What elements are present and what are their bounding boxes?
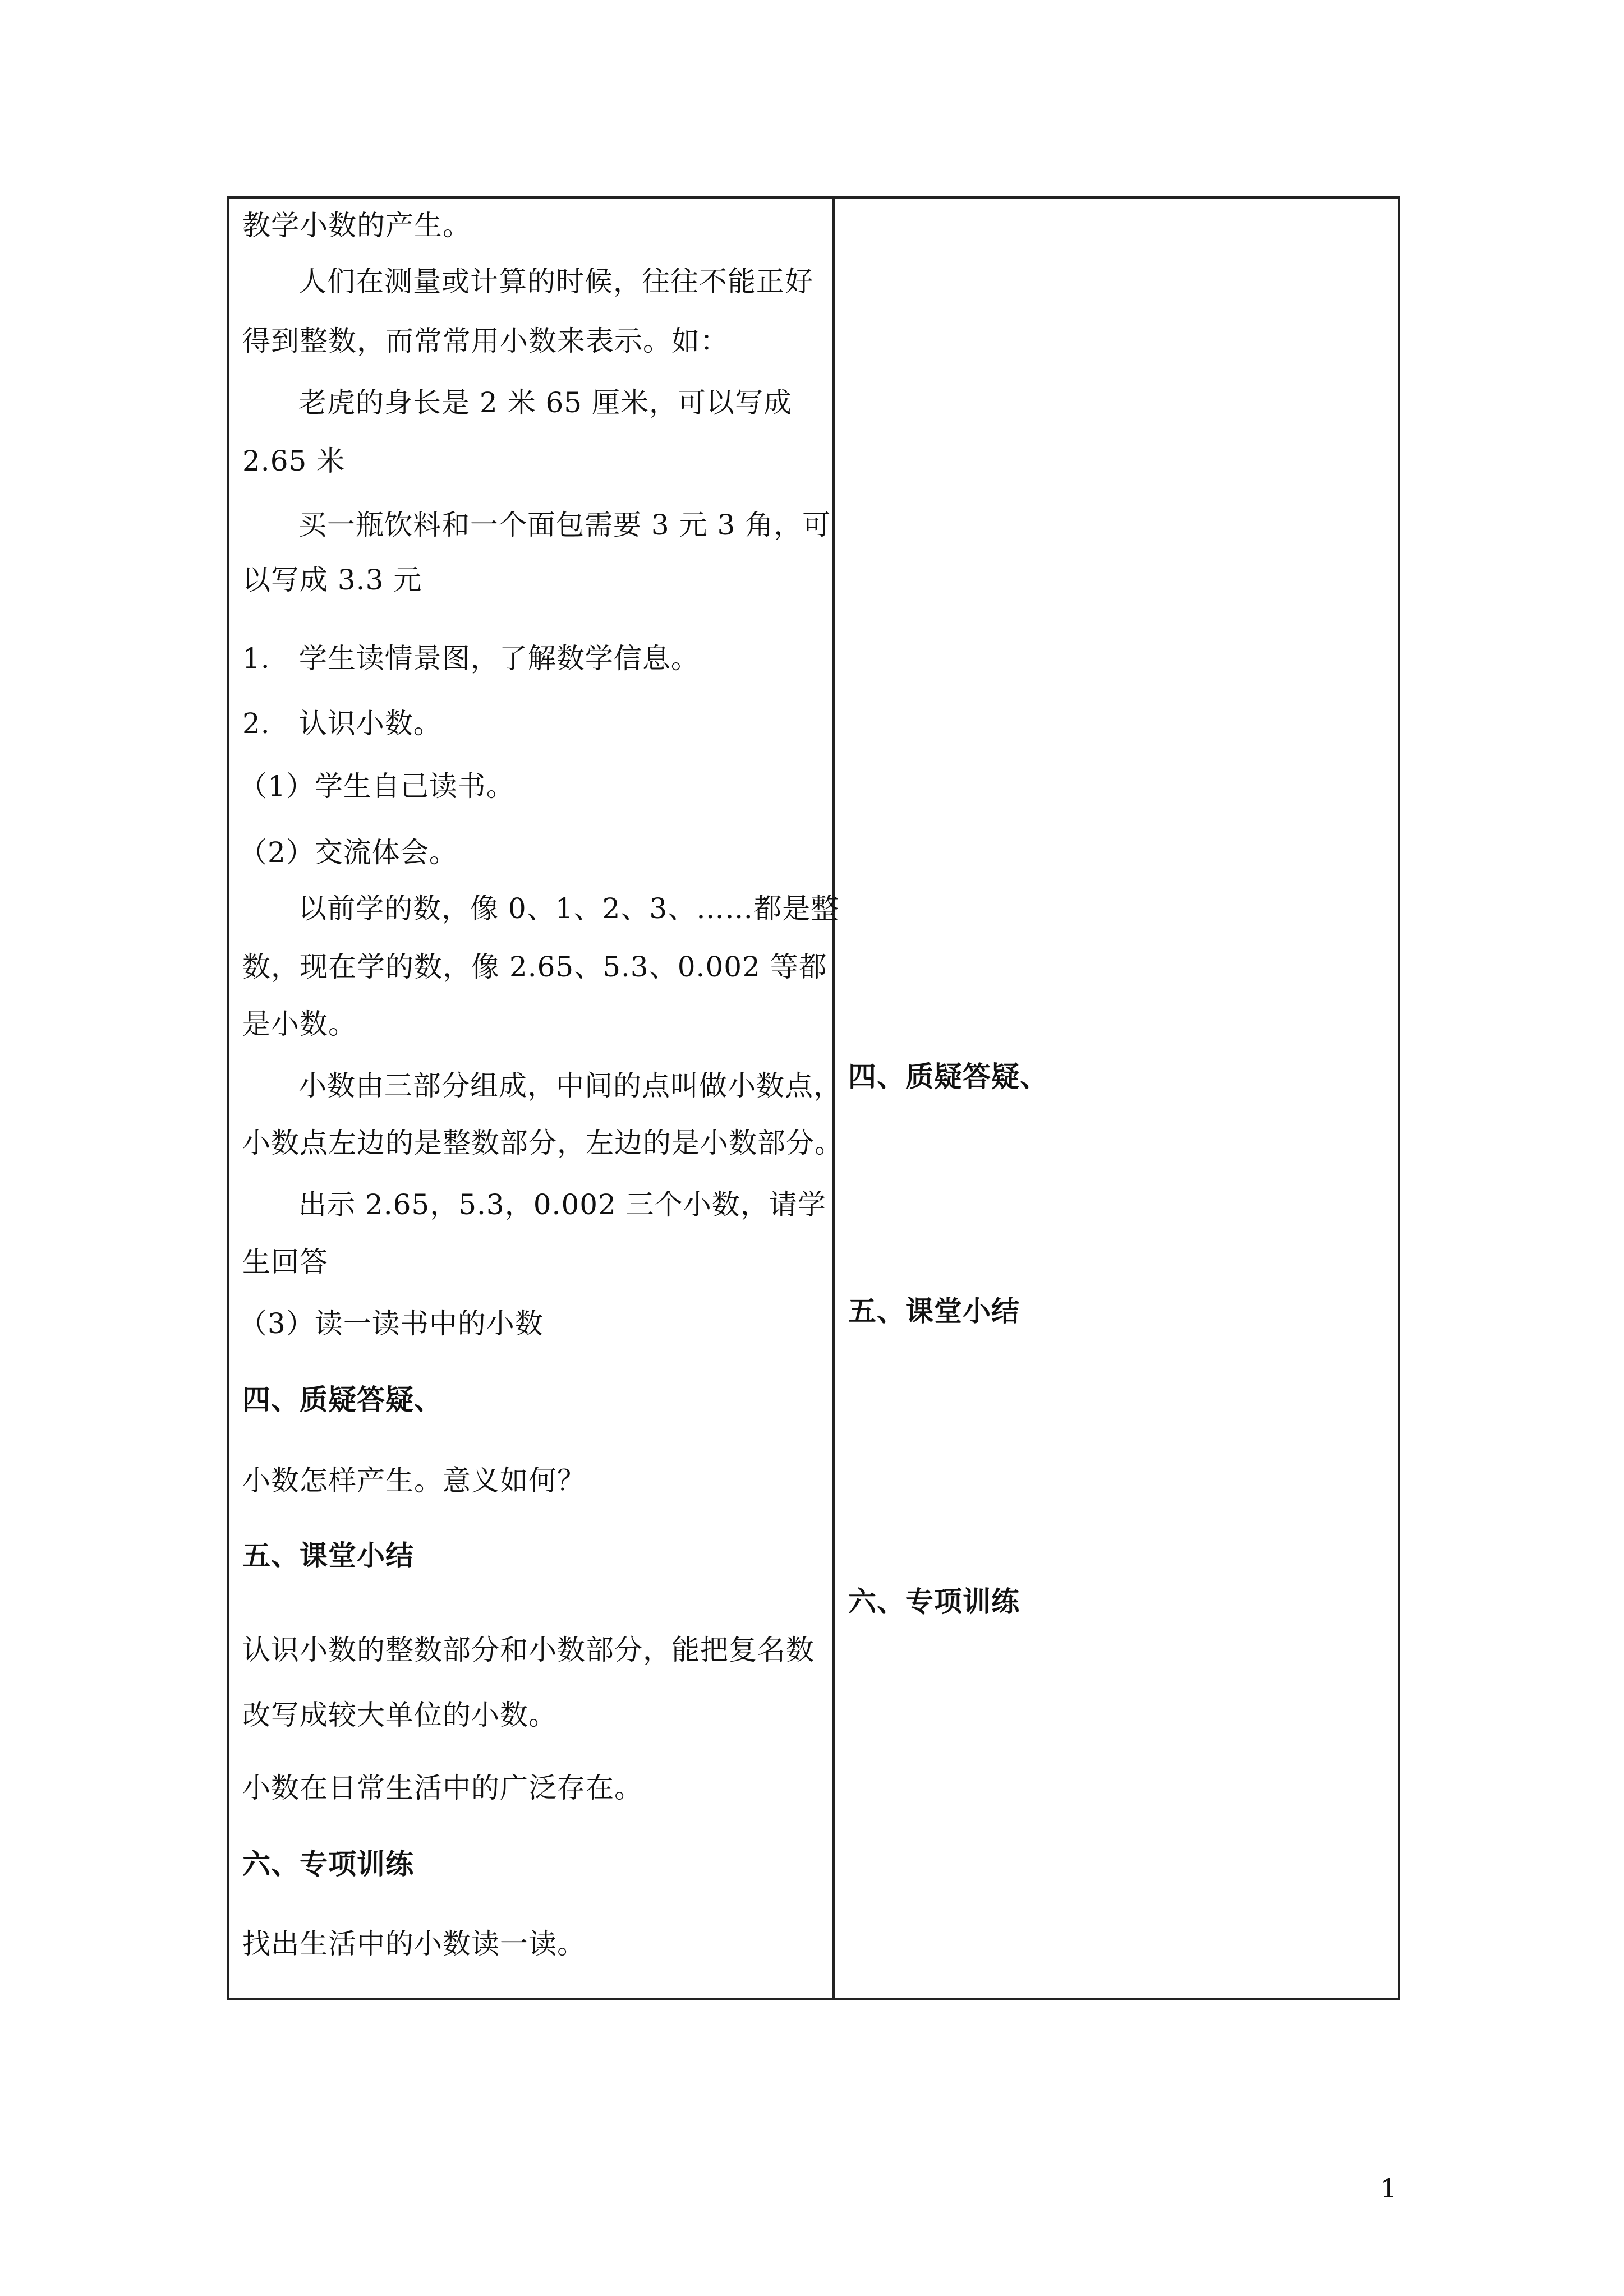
text-line: 小数在日常生活中的广泛存在。: [242, 1772, 643, 1804]
text-line: 认识小数的整数部分和小数部分，能把复名数: [242, 1634, 815, 1666]
list-item: 1. 学生读情景图，了解数学信息。: [242, 642, 700, 675]
list-item: （2）交流体会。: [239, 836, 458, 869]
section-heading: 六、专项训练: [848, 1585, 1020, 1618]
list-item: （3）读一读书中的小数: [239, 1307, 544, 1340]
text-line: 改写成较大单位的小数。: [242, 1699, 557, 1731]
list-item: （1）学生自己读书。: [239, 770, 515, 803]
text-line: 小数点左边的是整数部分，左边的是小数部分。: [242, 1127, 843, 1159]
text-line: 2.65 米: [242, 445, 346, 477]
text-line: 得到整数，而常常用小数来表示。如：: [242, 325, 729, 357]
text-line: 老虎的身长是 2 米 65 厘米，可以写成: [298, 386, 793, 419]
section-heading: 五、课堂小结: [848, 1294, 1020, 1327]
section-heading: 四、质疑答疑、: [242, 1383, 443, 1416]
text-line: 小数由三部分组成，中间的点叫做小数点，: [298, 1069, 842, 1102]
section-heading: 五、课堂小结: [242, 1539, 414, 1572]
text-line: 买一瓶饮料和一个面包需要 3 元 3 角，可: [298, 509, 831, 541]
page-number: 1: [1380, 2173, 1397, 2203]
section-heading: 六、专项训练: [242, 1847, 414, 1880]
text-line: 数，现在学的数，像 2.65、5.3、0.002 等都: [242, 951, 827, 983]
text-line: 以写成 3.3 元: [242, 564, 422, 596]
list-item: 2. 认识小数。: [242, 707, 442, 740]
text-line: 以前学的数，像 0、1、2、3、……都是整: [298, 892, 840, 925]
section-heading: 四、质疑答疑、: [848, 1060, 1048, 1093]
text-line: 人们在测量或计算的时候，往往不能正好: [298, 265, 813, 298]
text-line: 教学小数的产生。: [242, 209, 471, 242]
text-line: 小数怎样产生。意义如何？: [242, 1464, 586, 1497]
text-line: 找出生活中的小数读一读。: [242, 1928, 586, 1960]
text-line: 生回答: [242, 1246, 328, 1278]
text-line: 出示 2.65，5.3，0.002 三个小数，请学: [298, 1188, 826, 1221]
text-line: 是小数。: [242, 1008, 357, 1040]
